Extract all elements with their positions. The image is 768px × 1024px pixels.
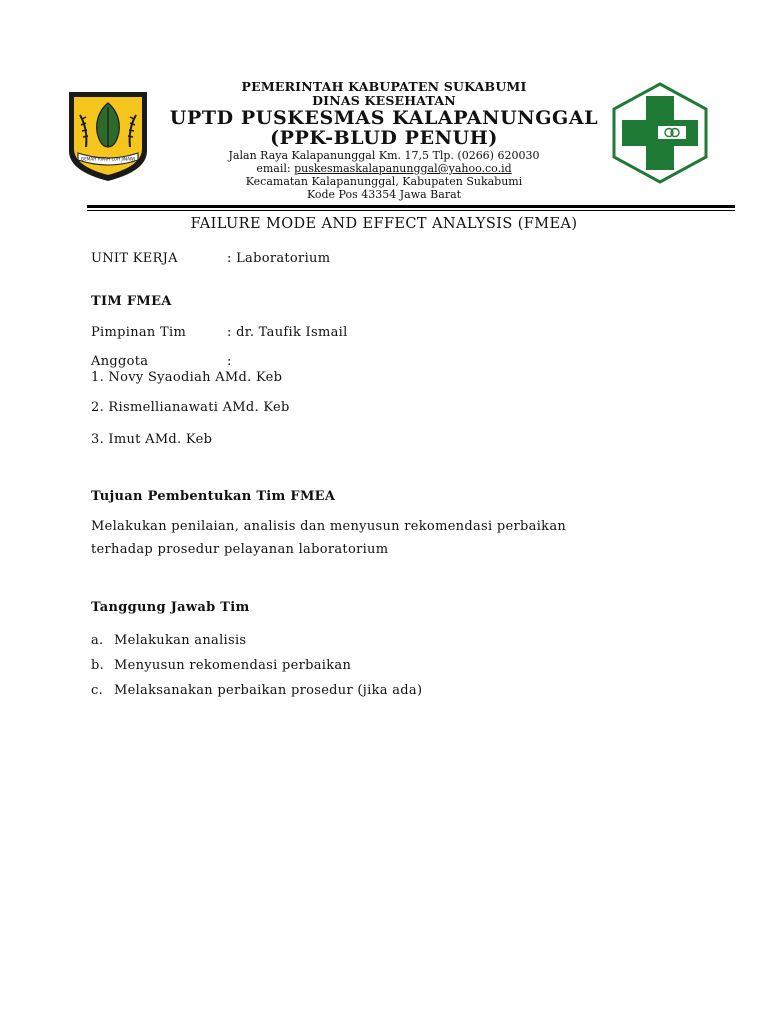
unit-label: UNIT KERJA: [91, 251, 178, 266]
header-address: Jalan Raya Kalapanunggal Km. 17,5 Tlp. (0266) 620030: [228, 149, 540, 162]
header-department: DINAS KESEHATAN: [312, 93, 456, 108]
team-heading: TIM FMEA: [91, 294, 172, 309]
header-postal: Kode Pos 43354 Jawa Barat: [306, 188, 462, 201]
responsibility-text: Melaksanakan perbaikan prosedur (jika ada): [114, 683, 423, 698]
responsibility-text: Menyusun rekomendasi perbaikan: [114, 658, 352, 673]
email-link[interactable]: puskesmaskalapanunggal@yahoo.co.id: [294, 162, 512, 175]
header-institution: UPTD PUSKESMAS KALAPANUNGGAL: [169, 107, 599, 129]
header-government: PEMERINTAH KABUPATEN SUKABUMI: [241, 79, 527, 94]
purpose-line: terhadap prosedur pelayanan laboratorium: [91, 542, 389, 557]
responsibility-marker: a.: [91, 633, 104, 648]
responsibility-heading: Tanggung Jawab Tim: [91, 600, 250, 615]
responsibility-text: Melakukan analisis: [114, 633, 247, 648]
seal-motto: GEMAH RIPAH LOH JINAWI: [80, 156, 136, 162]
members-colon: :: [227, 354, 232, 369]
purpose-line: Melakukan penilaian, analisis dan menyusun rekomendasi perbaikan: [91, 519, 567, 534]
header-divider-thin: [87, 210, 735, 211]
member-item: 1. Novy Syaodiah AMd. Keb: [91, 370, 283, 385]
header-email-line: [0, 162, 768, 175]
member-item: 3. Imut AMd. Keb: [91, 432, 213, 447]
header-divider-thick: [87, 205, 735, 208]
leader-label: Pimpinan Tim: [91, 325, 187, 340]
responsibility-marker: b.: [91, 658, 105, 673]
unit-value: : Laboratorium: [227, 251, 331, 266]
responsibility-marker: c.: [91, 683, 104, 698]
email-label: email:: [256, 162, 291, 175]
header-status: (PPK-BLUD PENUH): [270, 127, 498, 149]
document-title: FAILURE MODE AND EFFECT ANALYSIS (FMEA): [190, 216, 578, 232]
purpose-heading: Tujuan Pembentukan Tim FMEA: [91, 489, 336, 504]
leader-value: : dr. Taufik Ismail: [227, 325, 348, 340]
member-item: 2. Rismellianawati AMd. Keb: [91, 400, 290, 415]
members-label: Anggota: [91, 354, 149, 369]
header-district: Kecamatan Kalapanunggal, Kabupaten Sukabumi: [245, 175, 523, 188]
